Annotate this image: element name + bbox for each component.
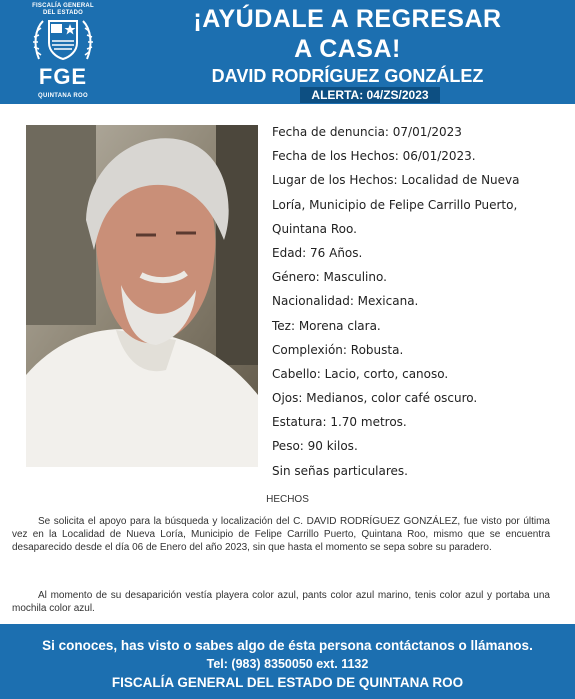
hechos-paragraph-1: Se solicita el apoyo para la búsqueda y localización del C. DAVID RODRÍGUEZ GONZÁLEZ, fue visto por última vez en la Localidad de Nueva Loría, Municipio de Felipe Carrillo Puerto, Quintana Roo, mismo que se encuentra desaparecido desde el día 06 de Enero del año 2023, sin que hasta el momento se sepa sobre su paradero. [12,516,550,553]
detail-line: Cabello: Lacio, corto, canoso. [272,366,449,381]
contact-footer [0,624,575,699]
detail-line: Loría, Municipio de Felipe Carrillo Puerto, [272,197,518,212]
hechos-paragraph-2: Al momento de su desaparición vestía playera color azul, pants color azul marino, tenis color azul y portaba una mochila color azul. [12,590,550,614]
person-details-list [272,120,572,483]
contact-phone: Tel: (983) 8350050 ext. 1132 [206,657,369,671]
alert-code-badge: ALERTA: 04/ZS/2023 [300,87,440,103]
agency-name: FISCALÍA GENERAL DEL ESTADO DE QUINTANA ROO [111,675,464,690]
person-portrait-icon [26,125,258,467]
detail-line: Fecha de denuncia: 07/01/2023 [272,125,462,139]
header-banner [0,0,575,104]
logo-bottom-text: QUINTANA ROO [38,93,88,99]
missing-person-name: DAVID RODRÍGUEZ GONZÁLEZ [211,66,484,86]
detail-line: Estatura: 1.70 metros. [272,415,407,430]
hechos-heading: HECHOS [266,494,309,505]
detail-line: Edad: 76 Años. [272,245,363,260]
detail-line: Nacionalidad: Mexicana. [272,294,419,309]
headline-line-2: A CASA! [294,35,401,63]
detail-line: Ojos: Medianos, color café oscuro. [272,391,478,406]
logo-acronym: FGE [38,64,88,89]
contact-request-text: Si conoces, has visto o sabes algo de ésta persona contáctanos o llámanos. [42,638,533,653]
missing-person-photo [26,125,258,467]
logo-top-line-2: DEL ESTADO [42,10,84,16]
logo-top-line-1: FISCALÍA GENERAL [32,3,94,9]
shield-emblem-icon [33,15,93,65]
detail-line: Quintana Roo. [272,221,357,236]
detail-line: Sin señas particulares. [272,463,408,478]
detail-line: Tez: Morena clara. [272,318,381,333]
detail-line: Fecha de los Hechos: 06/01/2023. [272,149,476,164]
fge-logo [8,0,118,104]
headline-line-1: ¡AYÚDALE A REGRESAR [193,5,502,33]
detail-line: Peso: 90 kilos. [272,439,358,454]
detail-line: Lugar de los Hechos: Localidad de Nueva [272,173,520,188]
detail-line: Género: Masculino. [272,270,387,285]
detail-line: Complexión: Robusta. [272,342,404,357]
